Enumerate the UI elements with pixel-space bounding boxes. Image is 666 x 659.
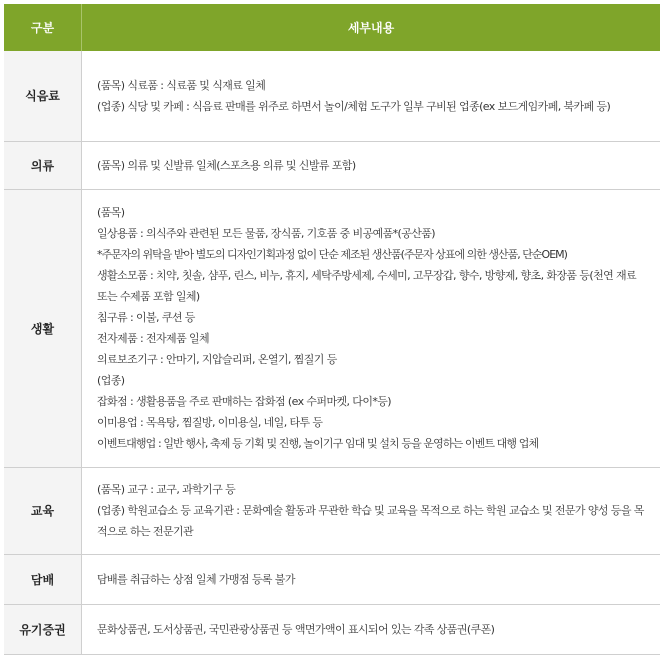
detail-line: 이벤트대행업 : 일반 행사, 축제 등 기획 및 진행, 놀이기구 임대 및 설치 등을 운영하는 이벤트 대행 업체 [97, 437, 539, 450]
table-row [4, 604, 660, 654]
row-details [82, 554, 661, 604]
table-row [4, 141, 660, 189]
detail-line: 이미용업 : 목욕탕, 찜질방, 이미용실, 네일, 타투 등 [97, 416, 323, 429]
row-category: 생활 [4, 189, 82, 467]
table-row [4, 51, 660, 141]
row-details [82, 604, 661, 654]
row-category: 유기증권 [4, 604, 82, 654]
detail-line: (업종) 학원교습소 등 교육기관 : 문화예술 활동과 무관한 학습 및 교육을 목적으로 하는 학원 교습소 및 전문가 양성 등을 목적으로 하는 전문기관 [97, 504, 644, 538]
detail-line: (품목) 교구 : 교구, 과학기구 등 [97, 483, 236, 496]
table-row [4, 189, 660, 467]
detail-line: *주문자의 위탁을 받아 별도의 디자인기획과정 없이 단순 제조된 생산품(주문자 상표에 의한 생산품, 단순OEM) [97, 248, 567, 261]
header-category: 구분 [4, 4, 82, 51]
row-category: 식음료 [4, 51, 82, 141]
detail-line: 잡화점 : 생활용품을 주로 판매하는 잡화점 (ex 수퍼마켓, 다이*등) [97, 395, 391, 408]
header-details: 세부내용 [82, 4, 661, 51]
table-row [4, 554, 660, 604]
row-details [82, 51, 661, 141]
table-header-row [4, 4, 660, 51]
detail-line: (품목) [97, 206, 125, 219]
detail-line: 침구류 : 이불, 쿠션 등 [97, 311, 195, 324]
detail-line: 문화상품권, 도서상품권, 국민관광상품권 등 액면가액이 표시되어 있는 각족 상품권(쿠폰) [97, 622, 495, 636]
row-details [82, 467, 661, 554]
detail-line: 일상용품 : 의식주와 관련된 모든 물품, 장식품, 기호품 중 비공예품*(공산품) [97, 227, 436, 240]
detail-line: (품목) 의류 및 신발류 일체(스포츠용 의류 및 신발류 포함) [97, 158, 356, 172]
detail-line: (품목) 식료품 : 식료품 및 식재료 일체 [97, 78, 266, 92]
detail-line: (업종) [97, 374, 125, 387]
detail-line: 생활소모품 : 치약, 칫솔, 샴푸, 린스, 비누, 휴지, 세탁주방세제, 수세미, 고무장갑, 향수, 방향제, 향초, 화장품 등(천연 재료 또는 수제품 포함 일체) [97, 269, 637, 303]
detail-line: 담배를 취급하는 상점 일체 가맹점 등록 불가 [97, 572, 295, 586]
row-details [82, 141, 661, 189]
detail-line: 전자제품 : 전자제품 일체 [97, 332, 210, 345]
row-category: 의류 [4, 141, 82, 189]
row-category: 담배 [4, 554, 82, 604]
detail-line: 의료보조기구 : 안마기, 지압슬리퍼, 온열기, 찜질기 등 [97, 353, 337, 366]
table-row [4, 467, 660, 554]
detail-line: (업종) 식당 및 카페 : 식음료 판매를 위주로 하면서 놀이/체험 도구가 일부 구비된 업종(ex 보드게임카페, 북카페 등) [97, 99, 611, 113]
row-category: 교육 [4, 467, 82, 554]
category-table [4, 4, 660, 655]
row-details [82, 189, 661, 467]
